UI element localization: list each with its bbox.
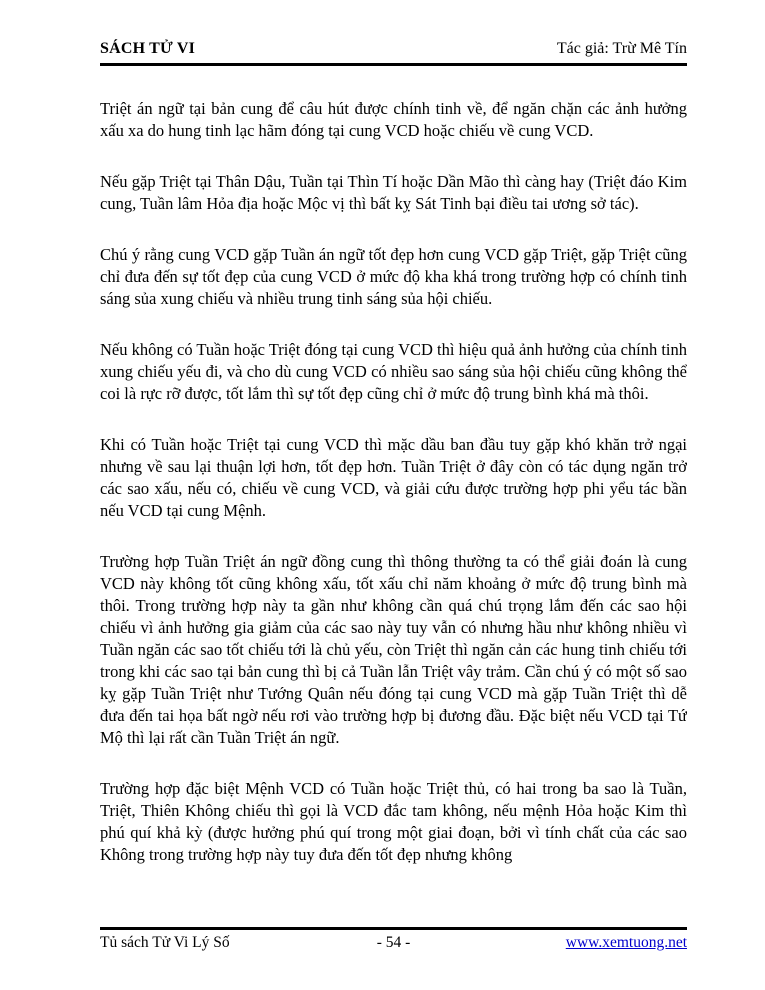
paragraph-1: Triệt án ngữ tại bản cung để câu hút được chính tinh về, để ngăn chặn các ảnh hưởng xấu xa do hung tinh lạc hãm đóng tại cung VCD hoặc chiếu về cung VCD.: [100, 99, 687, 140]
paragraph-7: Trường hợp đặc biệt Mệnh VCD có Tuần hoặc Triệt thủ, có hai trong ba sao là Tuần, Triệt, Thiên Không chiếu thì gọi là VCD đắc tam không, nếu mệnh Hỏa hoặc Kim thì phú quí khả kỳ (được hưởng phú quí trong một giai đoạn, bởi vì tính chất của các sao Không trong trường hợp này tuy đưa đến tốt đẹp nhưng không: [100, 779, 687, 864]
paragraph-6: Trường hợp Tuần Triệt án ngữ đồng cung thì thông thường ta có thể giải đoán là cung VCD này không tốt cũng không xấu, tốt xấu chỉ năm khoảng ở mức độ trung bình mà thôi. Trong trường hợp này ta gần như không cần quá chú trọng lắm đến các sao hội chiếu vì ảnh hưởng gia giảm của các sao này tuy vẫn có nhưng hầu như không nhiều vì Tuần ngăn các sao tốt chiếu tới là chủ yếu, còn Triệt thì ngăn cản các hung tinh chiếu tới trong khi các sao tại bản cung thì bị cả Tuần lẫn Triệt vây trảm. Cần chú ý có một số sao kỵ gặp Tuần Triệt như Tướng Quân nếu đóng tại cung VCD mà gặp Tuần Triệt thì dễ đưa đến tai họa bất ngờ nếu rơi vào trường hợp bị đương đầu. Đặc biệt nếu VCD tại Tứ Mộ thì lại rất cần Tuần Triệt án ngữ.: [100, 552, 687, 747]
page-number: - 54 -: [376, 934, 411, 951]
paragraph-4: Nếu không có Tuần hoặc Triệt đóng tại cung VCD thì hiệu quả ảnh hưởng của chính tinh xung chiếu yếu đi, và cho dù cung VCD có nhiều sao sáng sủa hội chiếu cũng không thể coi là rực rỡ được, tốt lắm thì sự tốt đẹp cũng chỉ ở mức độ trung bình khá mà thôi.: [100, 340, 687, 403]
website-link[interactable]: www.xemtuong.net: [565, 934, 688, 951]
series-title: Tủ sách Tử Vi Lý Số: [100, 934, 230, 951]
page-footer: [100, 927, 687, 952]
document-body: [100, 98, 687, 927]
page-header: [100, 40, 687, 66]
book-title: SÁCH TỬ VI: [100, 40, 196, 57]
paragraph-2: Nếu gặp Triệt tại Thân Dậu, Tuần tại Thìn Tí hoặc Dần Mão thì càng hay (Triệt đáo Kim cung, Tuần lâm Hỏa địa hoặc Mộc vị thì bất kỵ Sát Tinh bại điều tai ương sở tác).: [100, 172, 687, 213]
footer-link-wrap: [491, 934, 687, 952]
author-credit: Tác giả: Trừ Mê Tín: [556, 40, 687, 57]
paragraph-5: Khi có Tuần hoặc Triệt tại cung VCD thì mặc dầu ban đầu tuy gặp khó khăn trở ngại nhưng về sau lại thuận lợi hơn, tốt đẹp hơn. Tuần Triệt ở đây còn có tác dụng ngăn trở các sao xấu, nếu có, chiếu về cung VCD, và giải cứu được trường hợp phi yểu tác bần nếu VCD tại cung Mệnh.: [100, 435, 687, 520]
paragraph-3: Chú ý rằng cung VCD gặp Tuần án ngữ tốt đẹp hơn cung VCD gặp Triệt, gặp Triệt cũng chỉ đưa đến sự tốt đẹp của cung VCD ở mức độ kha khá trong trường hợp có chính tinh sáng sủa xung chiếu và nhiều trung tinh sáng sủa hội chiếu.: [100, 245, 687, 308]
